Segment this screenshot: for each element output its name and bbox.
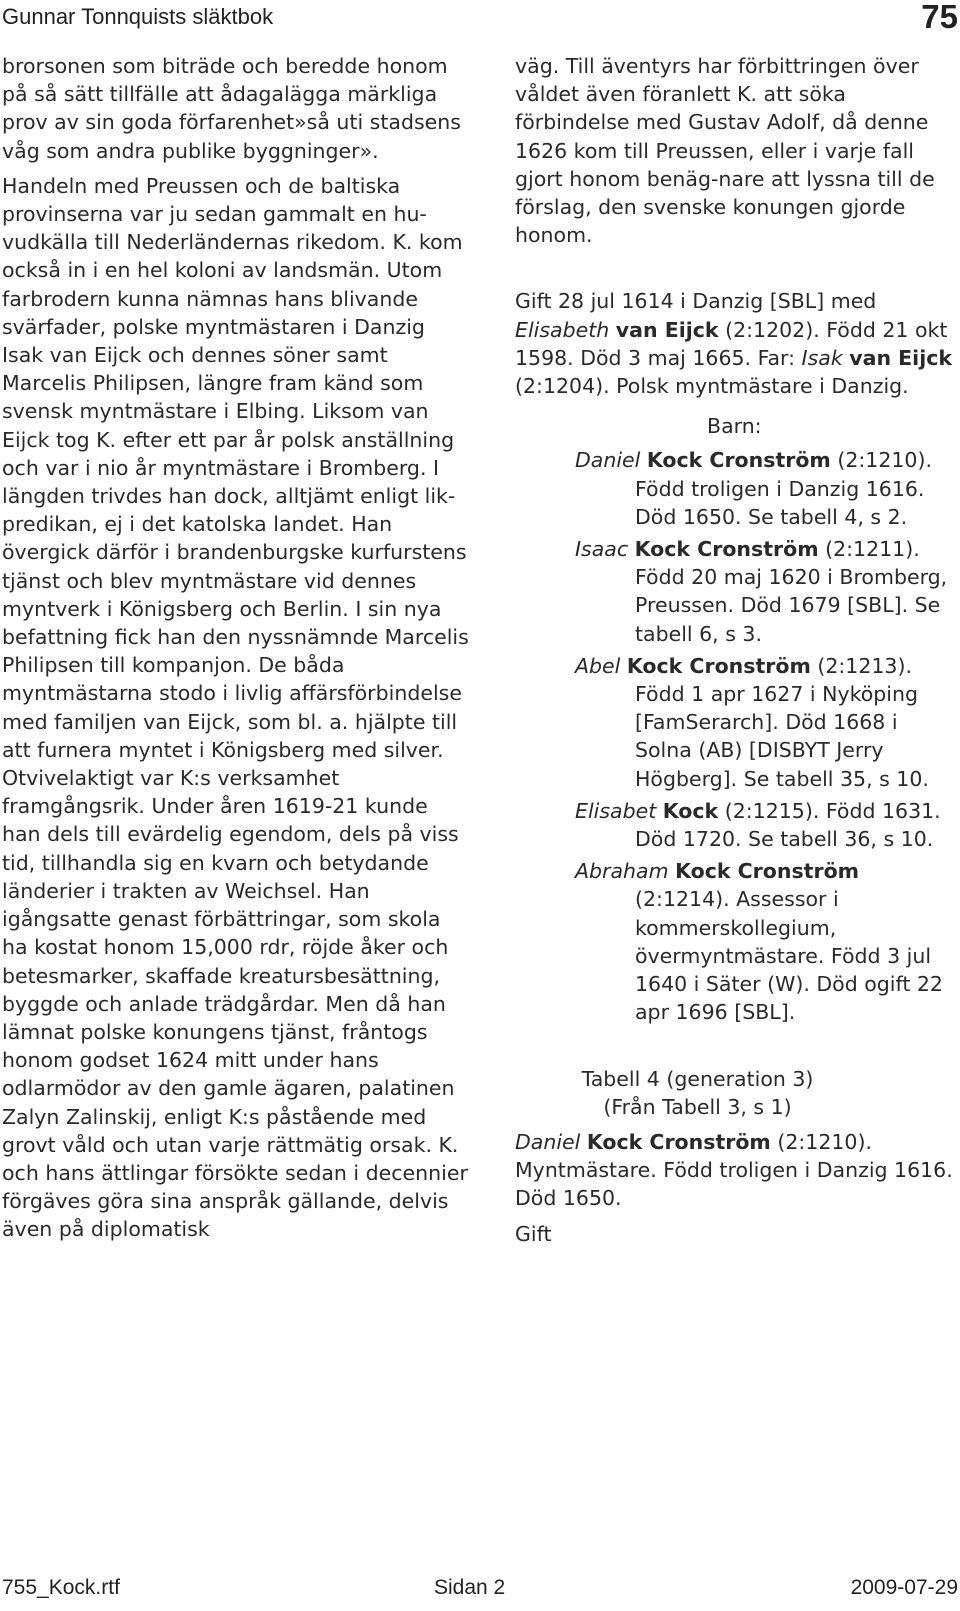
left-paragraph-1: brorsonen som biträde och beredde honom på så sätt tillfälle att ådagalägga märkliga prov av sin goda förfarenhet»så uti stadsens våg som andra publike byggninger». <box>2 54 461 163</box>
footer-date: 2009-07-29 <box>850 1576 958 1599</box>
child-entry <box>515 535 960 648</box>
left-column <box>2 52 472 1244</box>
father-given-name: Isak <box>801 345 843 370</box>
right-paragraph-1: väg. Till äventyrs har förbittringen över våldet även föranlett K. att söka förbindelse med Gustav Adolf, då denne 1626 kom till Preussen, eller i varje fall gjort honom benäg-nare att lyssna till de förslag, den svenske konungen gjorde honom. <box>515 54 935 248</box>
left-paragraph-2: Handeln med Preussen och de baltiska provinserna var ju sedan gammalt en hu-vudkälla till Nederländernas rikedom. K. kom också in i en hel koloni av landsmän. Utom farbrodern kunna nämnas hans blivande svärfader, polske myntmästaren i Danzig Isak van Eijck och dennes söner samt Marcelis Philipsen, längre fram känd som svensk myntmästare i Elbing. Liksom van Eijck tog K. efter ett par år polsk anställning och var i nio år myntmästare i Bromberg. I längden trivdes han dock, alltjämt enligt lik-predikan, ej i det katolska landet. Han övergick därför i brandenburgske kurfurstens tjänst och blev myntmästare vid dennes myntverk i Königsberg och Berlin. I sin nya befattning fick han den nyssnämnde Marcelis Philipsen till kompanjon. De båda myntmästarna stodo i livlig affärsförbindelse med familjen van Eijck, som bl. a. hjälpte till att furnera myntet i Königsberg med silver. Otvivelaktigt var K:s verksamhet framgångsrik. Under åren 1619-21 kunde han dels till evärdelig egendom, dels på viss tid, tillhandla sig en kvarn och betydande länderier i trakten av Weichsel. Han igångsatte genast förbättringar, som skola ha kostat honom 15,000 rdr, röjde åker och betesmarker, skaffade kreatursbesättning, byggde och anlade trädgårdar. Men då han lämnat polske konungens tjänst, fråntogs honom godset 1624 mitt under hans odlarmödor av den gamle ägaren, palatinen Zalyn Zalinskij, enligt K:s påstående med grovt våld och utan varje rättmätig orsak. K. och hans ättlingar försökte sedan i decennier förgäves göra sina anspråk gällande, delvis även på diplomatisk <box>2 173 469 1242</box>
child-details: (2:1214). Assessor i kommerskollegium, övermyntmästare. Född 3 jul 1640 i Säter (W). Död ogift 22 apr 1696 [SBL]. <box>635 887 943 1025</box>
table-title: Tabell 4 (generation 3) <box>581 1066 814 1091</box>
child-surname: Kock Cronström <box>675 859 860 884</box>
child-surname: Kock Cronström <box>626 653 811 678</box>
father-surname: van Eijck <box>849 345 953 370</box>
children-heading: Barn: <box>707 414 762 439</box>
entry-details: (2:1210). Myntmästare. Född troligen i Danzig 1616. Död 1650. <box>515 1129 953 1211</box>
child-surname: Kock Cronström <box>634 537 819 562</box>
child-given-name: Isaac <box>575 537 629 562</box>
marriage-paragraph <box>515 287 960 400</box>
child-entry <box>515 652 960 793</box>
page-number: 75 <box>921 0 958 35</box>
page-footer <box>0 1576 960 1606</box>
child-details: (2:1215). Född 1631. Död 1720. Se tabell 36, s 10. <box>635 798 941 852</box>
child-entry <box>515 857 960 1026</box>
footer-page-label: Sidan 2 <box>434 1576 506 1599</box>
table-subtitle: (Från Tabell 3, s 1) <box>603 1094 792 1119</box>
wife-given-name: Elisabeth <box>515 317 610 342</box>
father-details: (2:1204). Polsk myntmästare i Danzig. <box>515 374 909 399</box>
child-entry <box>515 797 960 853</box>
child-details: (2:1210). Född troligen i Danzig 1616. Död 1650. Se tabell 4, s 2. <box>635 448 932 529</box>
child-surname: Kock Cronström <box>646 448 831 473</box>
marriage-pre: Gift 28 jul 1614 i Danzig [SBL] med <box>515 289 877 314</box>
entry-surname: Kock Cronström <box>586 1129 771 1154</box>
child-details: (2:1211). Född 20 maj 1620 i Bromberg, Preussen. Död 1679 [SBL]. Se tabell 6, s 3. <box>635 537 948 646</box>
page-header <box>0 0 960 40</box>
child-entry <box>515 446 960 531</box>
child-given-name: Daniel <box>575 448 641 473</box>
child-details: (2:1213). Född 1 apr 1627 i Nyköping [FamSerarch]. Död 1668 i Solna (AB) [DISBYT Jerry Högberg]. Se tabell 35, s 10. <box>635 653 929 791</box>
child-given-name: Elisabet <box>575 798 657 823</box>
footer-filename: 755_Kock.rtf <box>2 1576 120 1599</box>
child-given-name: Abel <box>575 653 621 678</box>
right-column <box>515 52 960 1248</box>
wife-surname: van Eijck <box>615 317 719 342</box>
wife-details: (2:1202). Född 21 okt 1598. Död 3 maj 1665. Far: <box>515 317 948 370</box>
book-title: Gunnar Tonnquists släktbok <box>2 4 274 29</box>
table-entry <box>515 1128 960 1213</box>
child-surname: Kock <box>662 798 719 823</box>
gift-label: Gift <box>515 1221 552 1246</box>
child-given-name: Abraham <box>575 859 669 884</box>
entry-given-name: Daniel <box>515 1129 581 1154</box>
